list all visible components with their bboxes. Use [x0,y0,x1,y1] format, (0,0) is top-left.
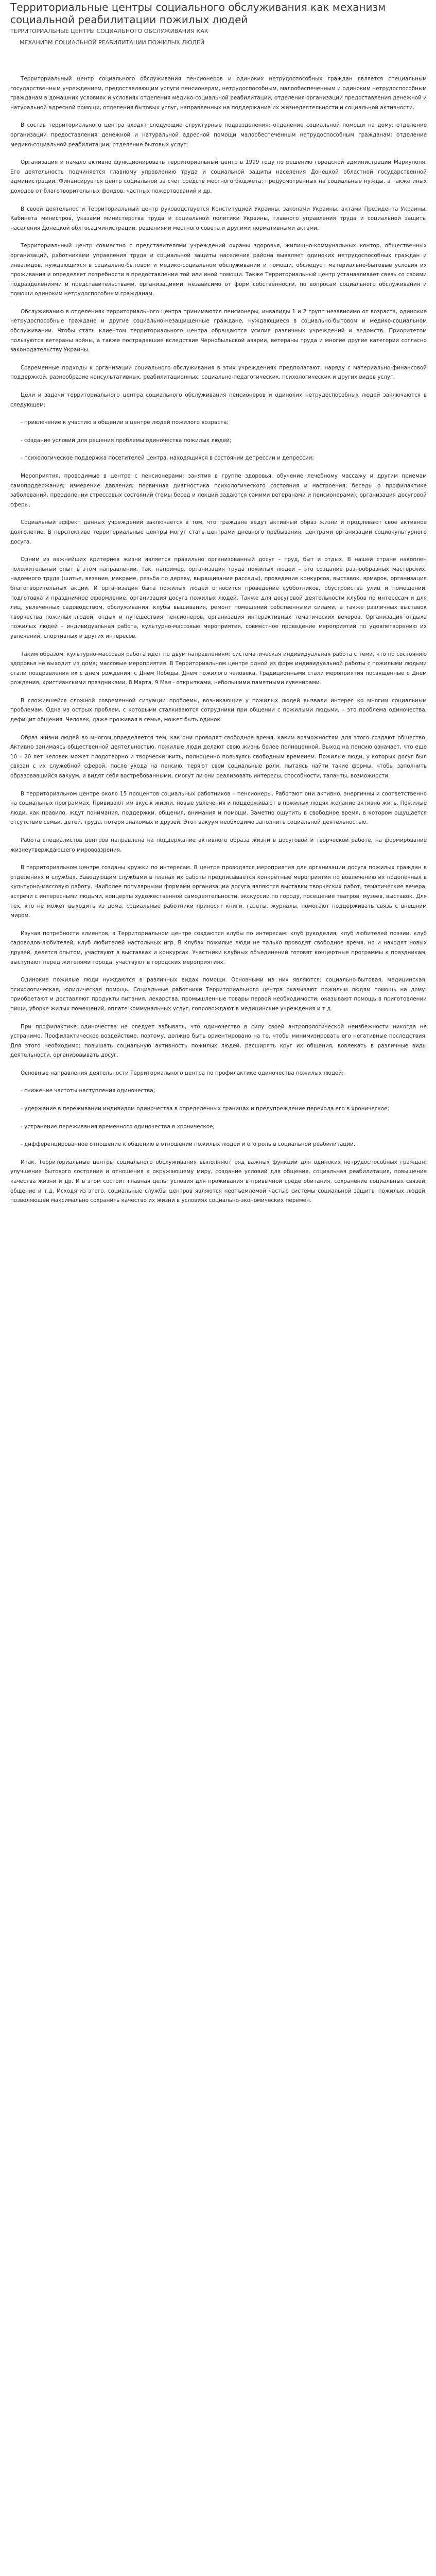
paragraph: Социальный эффект данных учреждений заключается в том, что граждане ведут активный образ жизни и продлевают свое активное долголетие. В перспективе территориальные центры могут стать центрами дневного пребывания, центрами организации социокультурного досуга. [10,519,427,545]
paragraph: Таким образом, культурно-массовая работа идет по двум направлениям: систематическая индивидуальная работа с теми, кто по состоянию здоровья не выходит из дома; массовые мероприятия. В Территориальном центре одной из форм индивидуальной работы с пожилыми людьми стали поздравления их с днем рождения, с Днем Победы, Днем пожилого человека. Традиционными стали мероприятия посвященные с Днем рождения, христианскими праздниками, 8 Марта, 9 Мая - открытками, небольшими памятными сувенирами. [10,651,427,686]
paragraph: Обслуживанию в отделениях территориального центра принимаются пенсионеры, инвалиды 1 и 2 групп независимо от возраста, одинокие нетрудоспособные граждане и другие социально-незащищенные граждане, нуждающиеся в социально-бытовом и медико-социальном обслуживании. Чтобы стать клиентом территориального центра обращаются усилия различных учреждений и ведомств. Приоритетом пользуются ветераны войны, а также пострадавшие вследствие Чернобыльской аварии, ветераны труда и многие другие категории согласно законодательству Украины. [10,308,427,353]
paragraph: В территориальном центре около 15 процентов социальных работников – пенсионеры. Работают они активно, энергичны и соответственно на социальных программах. Прививают им вкус к жизни, новые увлечения и поддерживают в пожилых людях желание активно жить. Пожилые люди, как правило, ждут понимания, поддержки, общения, внимания и помощи. Заметно ощутить в свободное время, в котором ощущается отсутствие семьи, детей, труда, потеря знакомых и друзей. Этот вакуум необходимо заполнить социальной деятельностью. [10,790,427,826]
paragraph: Территориальный центр социального обслуживания пенсионеров и одиноких нетрудоспособных граждан является специальным государственным учреждением, предоставляющим услуги пенсионерам, нетрудоспособным, малообеспеченным и одиноким нетрудоспособным гражданам в домашних условиях и условиях отделения медико-социальной реабилитации, отделения организации предоставления денежной и натуральной адресной помощи, отделения бытовых услуг, направленных на поддержание их жизнедеятельности и социальной активности. [10,76,427,111]
list-item: - психологическое поддержка посетителей центра, находящихся в состоянии депрессии и депрессии; [21,455,314,462]
paragraph: Основные направления деятельности Территориального центра по профилактике одиночества пожилых людей: [21,1070,344,1076]
list-item: - создание условий для решения проблемы одиночества пожилых людей; [21,437,232,444]
paragraph: Работа специалистов центров направлена на поддержание активного образа жизни в досуговой и творческой работе, на формирование жизнеутверждающего мировоззрения. [10,837,427,853]
document-page [0,1,436,1206]
page-subtitle: МЕХАНИЗМ СОЦИАЛЬНОЙ РЕАБИЛИТАЦИИ ПОЖИЛЫХ ЛЮДЕЙ [20,39,205,46]
paragraph: В своей деятельности Территориальный центр руководствуется Конституцией Украины, законами Украины, актами Президента Украины, Кабинета министров, указами министерства труда и социальной политики Украины, главного управления труда и социальной защиты населения Донецкой облгосадминистрации, решениями местного совета и другими нормативными актами. [10,206,427,231]
paragraph: Итак, Территориальные центры социального обслуживания выполняют ряд важных функций для одиноких нетрудоспособных граждан: улучшение бытового состояния и отношения к окружающему миру, создание условий для общения, социальная реабилитация, повышение качества жизни и др. И в этом состоит главная цель: условия для проживания в привычной среде обитания, сохранение социальных связей, общение и т.д. Исходя из этого, социальные службы центров являются неотъемлемой частью системы социальной защиты пожилых людей, позволяющей максимально сохранить качество их жизни в условиях социально-экономических перемен. [10,1159,427,1204]
paragraph: Мероприятия, проводимые в центре с пенсионерами: занятия в группе здоровья, обучение лечебному массажу и другим приемам самоподдержания; измерение давления; первичная диагностика психологического состояния и настроения; беседы о профилактике заболеваний, преодолении стрессовых состояний (темы бесед и лекций задаются самими ветеранами и пенсионерами); организация досуговой сферы. [10,473,427,508]
breadcrumb: ТЕРРИТОРИАЛЬНЫЕ ЦЕНТРЫ СОЦИАЛЬНОГО ОБСЛУЖИВАНИЯ КАК [10,28,208,35]
list-item: - дифференцированное отношение к общению в отношении пожилых людей и его роль в социальной реабилитации. [21,1141,356,1148]
paragraph: При профилактике одиночества не следует забывать, что одиночество в силу своей антропологической неизбежности никогда не устранимо. Профилактическое воздействие, поэтому, должно быть ориентировано на то, чтобы минимизировать его негативные последствия. Для этого необходимо: повышать социальную активность пожилых людей, расширять круг их общения, вовлекать в различные виды деятельности, организовывать досуг. [10,1023,427,1059]
list-item: - привлечение к участию в общении в центре людей пожилого возраста; [21,419,229,426]
paragraph: Одинокие пожилые люди нуждаются в различных видах помощи. Основными из них являются: социально-бытовая, медицинская, психологическая, юридическая помощь. Социальные работники Территориального центра оказывают пожилым людям помощь на дому: приобретают и доставляют продукты питания, лекарства, промышленные товары первой необходимости, оказывают помощь в приготовлении пищи, уборке жилых помещений, оплате коммунальных услуг, сопровождают в медицинские учреждения и т.д. [10,977,427,1012]
paragraph: В состав территориального центра входят следующие структурные подразделения: отделение социальной помощи на дому; отделение организации предоставления денежной и натуральной адресной помощи малообеспеченным нетрудоспособным гражданам; отделение медико-социальной реабилитации; отделение бытовых услуг; [10,122,427,148]
list-item: - удержание в переживании индивидом одиночества в определенных границах и предупреждение перехода его в хроническое; [21,1106,390,1112]
page-title: Территориальные центры социального обслуживания как механизм социальной реабилитации пожилых людей [10,1,386,26]
list-item: - устранение переживания временного одиночества в хроническое; [21,1123,215,1130]
paragraph: Изучая потребности клиентов, в Территориальном центре создаются клубы по интересам: клуб рукоделия, клуб любителей поэзии, клуб садоводов-любителей, клуб любителей настольных игр. В клубах пожилые люди не только проводят свободное время, но и находят новых друзей, делятся опытом, участвуют в выставках и конкурсах. Участники клубных объединений готовят концертные программы к праздникам, выступают перед жителями города, участвуют в городских мероприятиях. [10,930,427,965]
paragraph: Территориальный центр совместно с представителями учреждений охраны здоровья, жилищно-коммунальных контор, общественных организаций, работниками управления труда и социальной защиты населения района выявляет одиноких нетрудоспособных граждан и инвалидов, нуждающихся в социально-бытовом и медико-социальном обслуживании и помощи, обследует материально-бытовые условия их проживания и определяет потребности в предоставлении той или иной помощи. Также Территориальный центр устанавливает связь со своими подразделениями и представительствами, организациями, независимо от форм собственности, по вопросам социального обслуживания и помощи одиноким нетрудоспособным гражданам. [10,243,427,297]
paragraph: В сложившейся сложной современной ситуации проблемы, возникающие у пожилых людей вызвали интерес ко многим социальным проблемам. Одна из острых проблем, с которыми сталкиваются сотрудники при общении с пожилыми людьми, – это проблема одиночества, дефицит общения. Человек, даже проживая в семье, может быть одинок. [10,697,427,723]
list-item: - снижение частоты наступления одиночества; [21,1088,155,1094]
paragraph: Образ жизни людей во многом определяется тем, как они проводят свободное время, каким возможностям для этого создают общество. Активно занимаясь общественной деятельностью, пожилые люди делают свою жизнь более полноценной. Выход на пенсию означает, что еще 10 – 20 лет человек может плодотворно и творчески жить, полноценно пользуясь свободным временем. Пожилые люди, у которых досуг был связан с их служебной сферой, после ухода на пенсию, теряют свои социальные роли, пытаясь найти такие формы, чтобы заполнить образовавшийся вакуум, и видят себя востребованными, смогут ли они реализовать интересы, способности, таланты, возможности. [10,734,427,779]
paragraph: В территориальном центре созданы кружки по интересам. В центре проводятся мероприятия для организации досуга пожилых граждан в отделениях и службах. Заведующим службами в планах их работы предписывается конкретные мероприятия по вовлечению их подопечных в культурно-массовую работу. Наиболее популярными формами организации досуга являются выставки творческих работ, тематические вечера, встречи с интересными людьми, концерты художественной самодеятельности, экскурсии по городу, посещение театров, музеев, выставок. Для тех, кто не может выходить из дома, социальные работники приносят книги, газеты, журналы, помогают поддерживать связь с внешним миром. [10,865,427,919]
paragraph: Современные подходы к организации социального обслуживания в этих учреждениях предполагают, наряду с материально-финансовой поддержкой, разнообразие консультативных, реабилитационных, социально-педагогических, психологических и других видов услуг. [10,364,427,381]
paragraph: Организация и начало активно функционировать территориальный центр в 1999 году по решению городской администрации Мариуполя. Его деятельность подчиняется главному управлению труда и социальной защиты населения Донецкой областной государственной администрации. Финансируется центр социальной за счет средств местного бюджета; предусмотренных на социальные нужды, а также иных доходов от благотворительных фондов, частных пожертвований и др. [10,159,427,194]
paragraph: Одним из важнейших критериев жизни является правильно организованный досуг – труд, быт и отдых. В нашей стране накоплен положительный опыт в этом направлении. Так, например, организация труда пожилых людей – это создание разнообразных мастерских, надомного труда (шитье, вязание, макраме, резьба по дереву, выращивание рассады), проведение конкурсов, выставок, ярмарок, организация благотворительных акций. И организация быта пожилых людей относится проведение субботников, обустройства улиц и помещений, подготовка и праздничное оформление, организация досуга пожилых людей. Также для досуговой деятельности клубов по интересам и для лиц, увлеченных садоводством, обслуживания, клубы вышивания, ремонт помещений собственными силами, а также различных выставок творчества пожилых людей, отдых и путешествия пенсионеров, организация интерактивных тематических вечеров. Организация отдыха пожилых людей – индивидуальная работа, культурно-массовые мероприятия, совместное проведение мероприятий по удовлетворению их увлечений, спортивных и других интересов. [10,556,427,639]
article-body [10,74,427,1206]
paragraph: Цели и задачи территориального центра социального обслуживания пенсионеров и одиноких нетрудоспособных людей заключаются в следующем: [10,392,427,408]
